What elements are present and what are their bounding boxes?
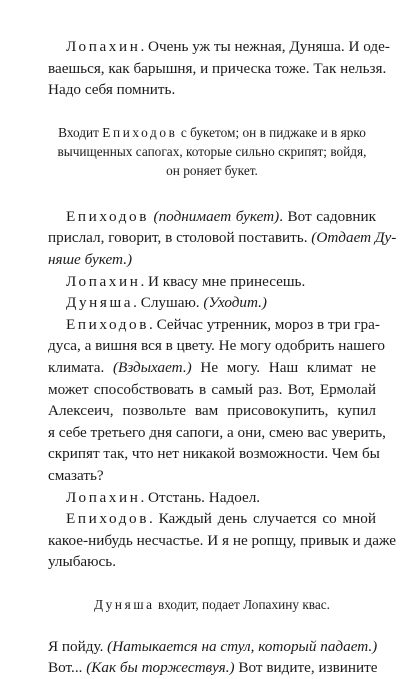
speech-epikhodov-3 xyxy=(48,508,396,573)
speech-lopakhin-2: Лопахин. И квасу мне принесешь. xyxy=(66,272,306,290)
text-line: Епиходов. Каждый день случается со мной xyxy=(66,510,376,528)
speaker-name: Лопахин xyxy=(66,38,141,55)
text-line: улыбаюсь. xyxy=(48,553,116,571)
text-line: я себе третьего дня сапоги, а они, смею вас уверить, xyxy=(48,423,386,441)
text-line: Алексеич, позвольте вам присовокупить, купил xyxy=(48,402,376,420)
speech-dunyasha-1: Дуняша. Слушаю. (Уходит.) xyxy=(66,294,267,312)
speaker-name: Дуняша xyxy=(66,294,134,312)
stage-remark: няше букет.) xyxy=(48,250,133,268)
text-line: дуса, а вишня вся в цвету. Не могу одобрить нашего xyxy=(48,337,386,355)
speech-epikhodov-2 xyxy=(48,314,386,487)
speaker-name: Лопахин xyxy=(66,488,141,506)
text-line: Надо себя помнить. xyxy=(48,81,176,99)
stage-remark: (Натыкается на стул, который падает.) xyxy=(107,637,378,655)
text-line: смазать? xyxy=(48,466,104,484)
stage-remark: (Как бы торжествуя.) xyxy=(86,659,235,677)
text-line: Епиходов. Сейчас утренник, мороз в три гра- xyxy=(66,315,380,333)
speaker-name: Епиходов xyxy=(66,207,149,225)
text-line: Я пойду. (Натыкается на стул, который падает.) xyxy=(48,637,378,655)
text-line: скрипят так, что нет никакой возможности. Чем бы xyxy=(48,445,380,463)
speaker-name: Лопахин xyxy=(66,272,141,290)
stage-direction-2: Дуняша входит, подает Лопахину квас. xyxy=(93,596,331,612)
book-page xyxy=(48,36,397,679)
stage-line: он роняет букет. xyxy=(166,162,258,178)
text-line: какое-нибудь несчастье. И я не ропщу, привык и даже xyxy=(48,531,396,549)
character-name: Епиходов xyxy=(102,124,178,140)
character-name: Дуняша xyxy=(93,596,155,612)
stage-line: вычищенных сапогах, которые сильно скрипят; войдя, xyxy=(57,143,367,159)
text-line: прислал, говорит, в столовой поставить. (Отдает Ду- xyxy=(48,229,397,247)
text-line: Вот... (Как бы торжествуя.) Вот видите, извините xyxy=(48,659,378,677)
speech-epikhodov-4 xyxy=(48,636,376,679)
stage-line: Входит Епиходов с букетом; он в пиджаке и в ярко xyxy=(58,124,366,140)
text-line: Лопахин. Очень уж ты нежная, Дуняша. И оде- xyxy=(66,38,390,55)
stage-direction-1 xyxy=(48,123,376,180)
text-line: климата. (Вздыхает.) Не могу. Наш климат не xyxy=(48,358,376,376)
text-line: может способствовать в самый раз. Вот, Ермолай xyxy=(48,380,376,398)
text-line: Епиходов (поднимает букет). Вот садовник xyxy=(66,207,376,225)
stage-remark: (Вздыхает.) xyxy=(112,358,192,376)
speaker-name: Епиходов xyxy=(66,510,149,528)
speech-lopakhin-3: Лопахин. Отстань. Надоел. xyxy=(66,488,261,506)
speech-lopakhin-1 xyxy=(48,36,390,101)
stage-remark: (поднимает букет) xyxy=(153,207,280,225)
speech-epikhodov-1 xyxy=(48,206,397,271)
stage-remark: (Отдает Ду- xyxy=(311,229,397,247)
text-line: ваешься, как барышня, и прическа тоже. Так нельзя. xyxy=(48,59,387,77)
stage-remark: (Уходит.) xyxy=(203,294,267,312)
speaker-name: Епиходов xyxy=(66,315,149,333)
